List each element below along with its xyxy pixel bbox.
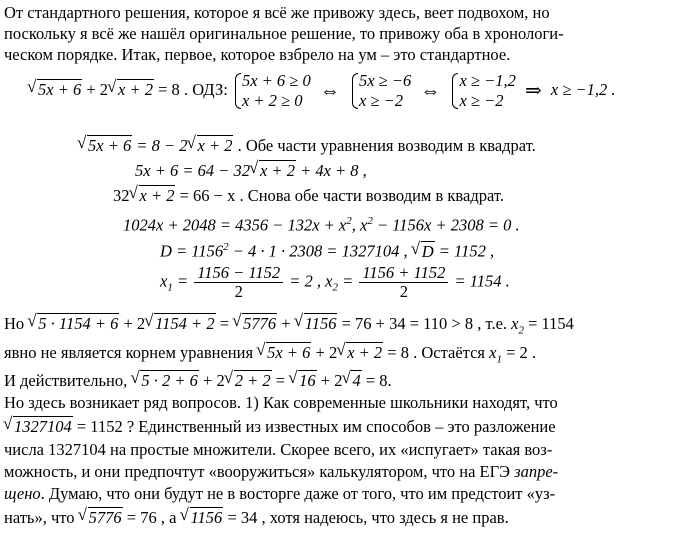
- sqrt-5776-b: √ 5776: [80, 508, 123, 528]
- sqrt-x-2-c: √ x + 2: [251, 161, 296, 181]
- equation-3: 5x + 6 = 64 − 32√ x + 2 + 4x + 8 ,: [135, 161, 367, 181]
- equation-5: $1024x + 2048 = 4356 - 132x + x^2$, $x^2 - 1156x + 2308 = 0$ .: [123, 215, 520, 235]
- fraction-x2: $\frac{1156 + 1152}{2}$: [359, 264, 448, 301]
- sqrt-verify-2: √ 2 + 2: [226, 371, 272, 391]
- intro-line-3: ческом порядке. Итак, первое, которое взбрело на ум – это стандартное.: [4, 45, 511, 64]
- questions-line-5: щено. Думаю, что они будут не в восторге даже от того, что им предстоит «уз-: [4, 484, 556, 503]
- equation-6: $D = 1156^2 - 4 \cdot 1 \cdot 2308 = 1327104$ , √ D = 1152 ,: [160, 237, 494, 262]
- questions-line-2: √ 1327104 = 1152 ? Единственный из известных им способов – это разложение: [4, 417, 556, 437]
- sqrt-5776: √ 5776: [234, 314, 277, 334]
- questions-line-6: нать», что √ 5776 = 76 , а √ 1156 = 34 , хотя надеюсь, что здесь я не прав.: [4, 508, 509, 528]
- sqrt-5x-6: √ 5x + 6: [29, 70, 82, 110]
- system-1: 5x + 6 ≥ 0 x + 2 ≥ 0: [234, 71, 311, 111]
- not-root-line: явно не является корнем уравнения √ 5x + 6 + 2√ x + 2 = 8 . Остаётся $x_1 = 2$ .: [4, 343, 536, 369]
- implies-arrow: ⇒: [524, 80, 542, 103]
- questions-line-3: числа 1327104 на простые множители. Скорее всего, их «испугает» такая воз-: [4, 440, 553, 459]
- sqrt-1156: √ 1156: [296, 314, 338, 334]
- sqrt-check-1: √ 5 · 1154 + 6: [29, 314, 119, 334]
- questions-line-4: можность, и они предпочтут «вооружиться» калькулятором, что на ЕГЭ запре-: [4, 462, 559, 481]
- intro-line-1: От стандартного решения, которое я всё же привожу здесь, веет подвохом, но: [4, 3, 550, 22]
- sqrt-1156-b: √ 1156: [182, 508, 224, 528]
- sqrt-x-2-e: √ x + 2: [338, 343, 383, 363]
- iff-arrow-1: ⇔: [319, 80, 340, 103]
- iff-arrow-2: ⇔: [420, 80, 441, 103]
- equation-1: √ 5x + 6 + 2√ x + 2 = 8 . ОДЗ: 5x + 6 ≥ 0 x + 2 ≥ 0 ⇔ 5x ≥ −6 x ≥ −2 ⇔ x ≥ −1,2 x ≥ −2 ⇒ x ≥ −1,2 .: [28, 70, 616, 110]
- sqrt-5x-6-b: √ 5x + 6: [79, 136, 132, 156]
- verification-line: И действительно, √ 5 · 2 + 6 + 2√ 2 + 2 = √ 16 + 2√ 4 = 8.: [4, 371, 392, 391]
- check-x2-line: Но √ 5 · 1154 + 6 + 2√ 1154 + 2 = √ 5776 + √ 1156 = 76 + 34 = 110 > 8 , т.е. $x_2 = 1154$: [4, 314, 574, 340]
- system-2: 5x ≥ −6 x ≥ −2: [351, 71, 411, 111]
- questions-line-1: Но здесь возникает ряд вопросов. 1) Как современные школьники находят, что: [4, 393, 558, 412]
- sqrt-16: √ 16: [290, 371, 317, 391]
- intro-line-2: поскольку я всё же нашёл оригинальное решение, то привожу оба в хронологи-: [4, 24, 564, 43]
- sqrt-verify-1: √ 5 · 2 + 6: [132, 371, 199, 391]
- sqrt-1327104: √ 1327104: [5, 417, 73, 437]
- sqrt-check-2: √ 1154 + 2: [146, 314, 215, 334]
- sqrt-4: √ 4: [343, 371, 361, 391]
- sqrt-x-2-b: √ x + 2: [189, 136, 234, 156]
- equation-4: 32√ x + 2 = 66 − x . Снова обе части возводим в квадрат.: [113, 186, 504, 206]
- fraction-x1: $\frac{1156 - 1152}{2}$: [194, 264, 283, 301]
- equation-7-roots: $x_1$ = $\frac{1156 - 1152}{2}$ = 2 , $x_2$ = $\frac{1156 + 1152}{2}$ = 1154 .: [160, 263, 510, 301]
- sqrt-x-2: √ x + 2: [109, 70, 154, 110]
- odz-label: ОДЗ:: [188, 80, 228, 99]
- sqrt-d: √ D: [413, 242, 435, 262]
- equation-2: √ 5x + 6 = 8 − 2√ x + 2 . Обе части уравнения возводим в квадрат.: [78, 136, 536, 156]
- sqrt-5x-6-e: √ 5x + 6: [258, 343, 311, 363]
- system-3: x ≥ −1,2 x ≥ −2: [451, 71, 515, 111]
- sqrt-x-2-d: √ x + 2: [131, 186, 176, 206]
